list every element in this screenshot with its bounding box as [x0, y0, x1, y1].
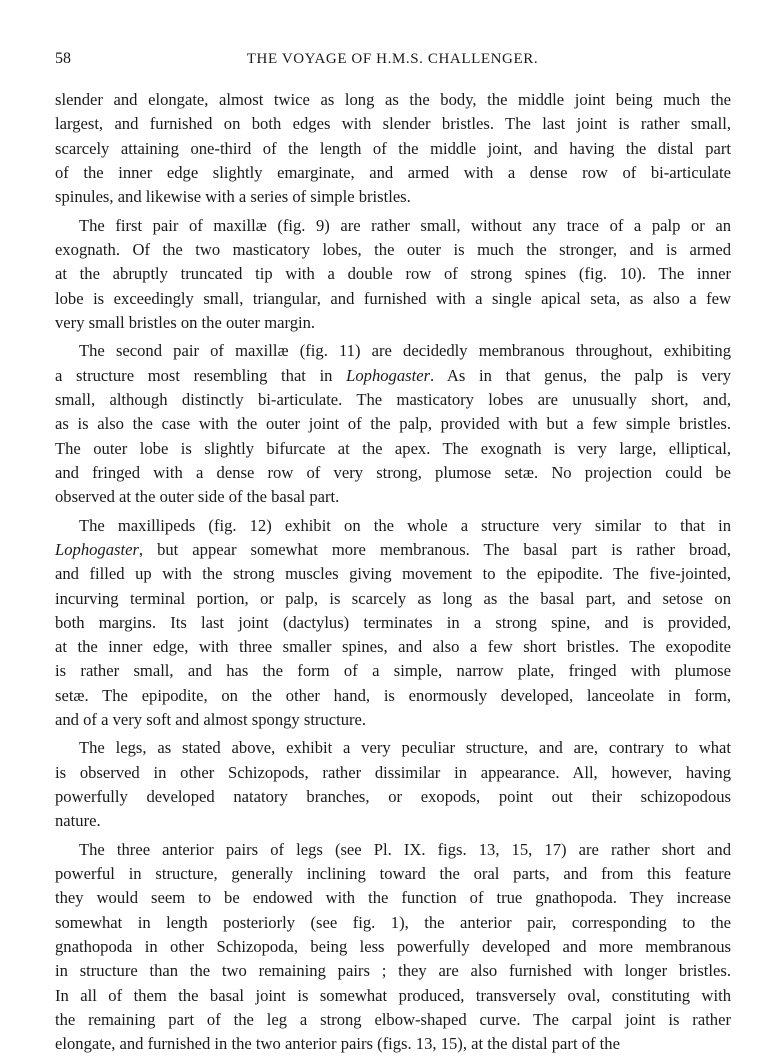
text-line: In all of them the basal joint is somewhat produced, transversely oval, constituting with — [55, 985, 731, 1005]
text-line: The legs, as stated above, exhibit a very peculiar structure, and are, contrary to what — [79, 738, 731, 758]
text-line: and fringed with a dense row of very strong, plumose setæ. No projection could be — [55, 462, 731, 482]
text-line: the remaining part of the leg a strong elbow-shaped curve. The carpal joint is rather — [55, 1009, 731, 1029]
paragraph — [55, 339, 731, 509]
text-line: The outer lobe is slightly bifurcate at the apex. The exognath is very large, elliptical, — [55, 438, 731, 458]
text-line: they would seem to be endowed with the function of true gnathopoda. They increase — [55, 888, 731, 908]
text-line — [55, 364, 731, 388]
text-line: small, although distinctly bi-articulate. The masticatory lobes are unusually short, and, — [55, 389, 731, 409]
text-line: exognath. Of the two masticatory lobes, the outer is much the stronger, and is armed — [55, 239, 731, 259]
paragraph — [55, 88, 731, 209]
paragraph — [55, 514, 731, 733]
text-line: nature. — [55, 811, 101, 831]
text-line: setæ. The epipodite, on the other hand, is enormously developed, lanceolate in form, — [55, 685, 731, 705]
page-header — [55, 50, 730, 74]
text-segment: . As in that genus, the palp is very — [430, 365, 731, 385]
text-line: and of a very soft and almost spongy structure. — [55, 709, 367, 729]
italic-term: Lophogaster — [55, 539, 139, 559]
text-line: in structure than the two remaining pairs ; they are also furnished with longer bristles. — [55, 961, 731, 981]
text-line: incurving terminal portion, or palp, is scarcely as long as the basal part, and setose on — [55, 588, 731, 608]
text-line — [55, 538, 731, 562]
text-line: is rather small, and has the form of a simple, narrow plate, fringed with plumose — [55, 661, 731, 681]
text-line: scarcely attaining one-third of the length of the middle joint, and having the distal part — [55, 138, 731, 158]
text-line: very small bristles on the outer margin. — [55, 312, 316, 332]
text-line: powerful in structure, generally inclining toward the oral parts, and from this feature — [55, 864, 731, 884]
running-title: THE VOYAGE OF H.M.S. CHALLENGER. — [246, 51, 539, 67]
text-line: at the inner edge, with three smaller spines, and also a few short bristles. The exopodite — [55, 637, 731, 657]
paragraph — [55, 838, 731, 1057]
text-line: gnathopoda in other Schizopoda, being less powerfully developed and more membranous — [55, 937, 731, 957]
text-line: somewhat in length posteriorly (see fig. 1), the anterior pair, corresponding to the — [55, 912, 731, 932]
text-line: as is also the case with the outer joint of the palp, provided with but a few simple bristles. — [55, 414, 731, 434]
paragraph — [55, 736, 731, 833]
text-line: slender and elongate, almost twice as long as the body, the middle joint being much the — [55, 90, 731, 109]
text-segment: , but appear somewhat more membranous. The basal part is rather broad, — [138, 539, 731, 559]
text-line: at the abruptly truncated tip with a double row of strong spines (fig. 10). The inner — [55, 264, 731, 284]
text-line: powerfully developed natatory branches, or exopods, point out their schizopodous — [55, 787, 731, 807]
text-line: observed at the outer side of the basal part. — [55, 487, 340, 507]
text-line: The three anterior pairs of legs (see Pl. IX. figs. 13, 15, 17) are rather short and — [79, 839, 731, 859]
text-line: largest, and furnished on both edges with slender bristles. The last joint is rather small, — [55, 114, 731, 134]
text-line: and filled up with the strong muscles giving movement to the epipodite. The five-jointed, — [55, 564, 731, 584]
text-line: is observed in other Schizopods, rather dissimilar in appearance. All, however, having — [55, 762, 731, 782]
text-segment: a structure most resembling that in — [55, 365, 347, 385]
text-line: The first pair of maxillæ (fig. 9) are rather small, without any trace of a palp or an — [79, 215, 731, 235]
text-line: both margins. Its last joint (dactylus) terminates in a strong spine, and is provided, — [55, 612, 731, 632]
page-number: 58 — [55, 50, 71, 67]
text-line: elongate, and furnished in the two anterior pairs (figs. 13, 15), at the distal part of the — [55, 1034, 620, 1054]
paragraph — [55, 214, 731, 335]
text-line: of the inner edge slightly emarginate, and armed with a dense row of bi-articulate — [55, 162, 731, 182]
italic-term: Lophogaster — [346, 365, 431, 385]
text-line: spinules, and likewise with a series of simple bristles. — [55, 187, 411, 207]
text-line: lobe is exceedingly small, triangular, and furnished with a single apical seta, as also a few — [55, 288, 731, 308]
text-line: The second pair of maxillæ (fig. 11) are decidedly membranous throughout, exhibiting — [79, 341, 731, 361]
body-text — [55, 88, 731, 1061]
text-line: The maxillipeds (fig. 12) exhibit on the whole a structure very similar to that in — [79, 515, 731, 535]
